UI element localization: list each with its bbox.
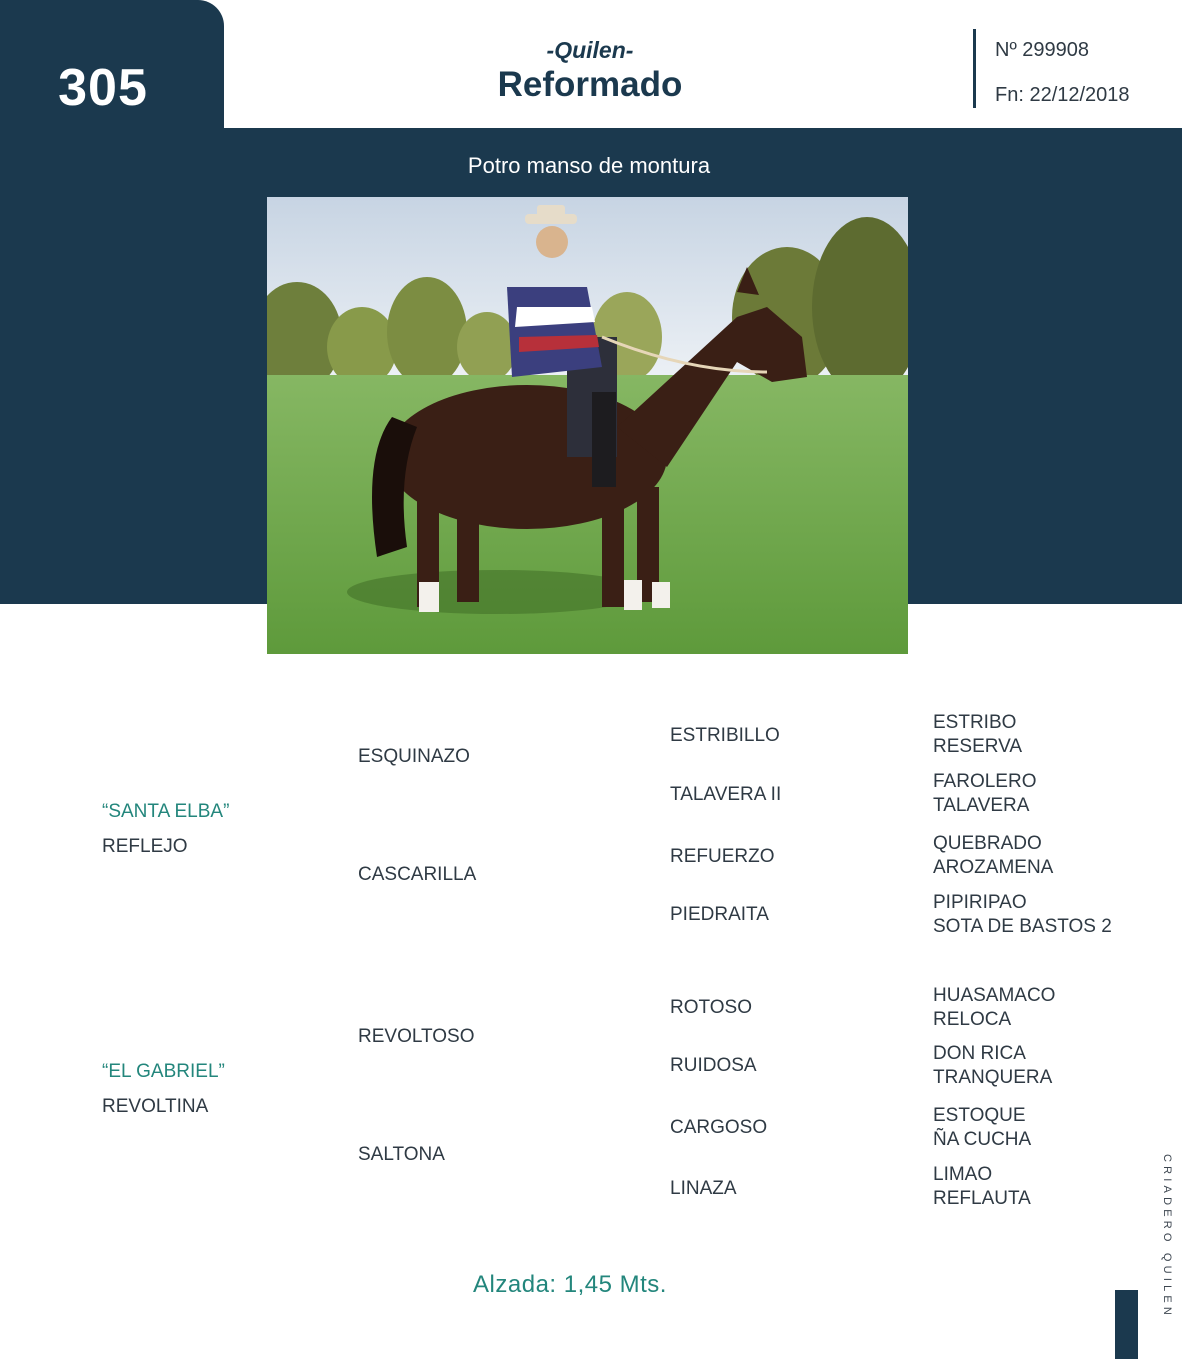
great-grandparent: TALAVERA II (670, 784, 782, 805)
registration-divider (973, 29, 976, 108)
sire-prefix: “SANTA ELBA” (102, 801, 230, 822)
dam-prefix: “EL GABRIEL” (102, 1061, 225, 1082)
pedigree-dam (102, 1060, 225, 1119)
birth-date: Fn: 22/12/2018 (995, 84, 1130, 106)
ancestor-name: TRANQUERA (933, 1067, 1053, 1088)
grandparent: REVOLTOSO (358, 1026, 475, 1047)
ancestor-name: DON RICA (933, 1043, 1026, 1064)
great-grandparent: LINAZA (670, 1178, 737, 1199)
dam-name: REVOLTINA (102, 1096, 209, 1117)
ancestor-name: REFLAUTA (933, 1188, 1031, 1209)
ancestor-name: AROZAMENA (933, 857, 1054, 878)
grandparent: ESQUINAZO (358, 746, 470, 767)
ancestor-name: LIMAO (933, 1164, 993, 1185)
band-title: Potro manso de montura (467, 153, 711, 178)
great-grandparent: REFUERZO (670, 846, 775, 867)
great-great-grandparents-pair (933, 984, 1055, 1032)
brand-bar (1115, 1290, 1138, 1359)
grandparent: SALTONA (358, 1144, 445, 1165)
great-great-grandparents-pair (933, 1104, 1031, 1152)
pedigree-sire (102, 800, 229, 859)
ancestor-name: ESTRIBO (933, 712, 1017, 733)
great-great-grandparents-pair (933, 891, 1112, 939)
ancestor-name: TALAVERA (933, 795, 1030, 816)
horse-name: Reformado (497, 65, 683, 104)
lot-number: 305 (58, 59, 148, 117)
ancestor-name: HUASAMACO (933, 985, 1056, 1006)
grandparent: CASCARILLA (358, 864, 477, 885)
ancestor-name: SOTA DE BASTOS 2 (933, 916, 1112, 937)
ancestor-name: RELOCA (933, 1009, 1012, 1030)
great-great-grandparents-pair (933, 711, 1022, 759)
ancestor-name: PIPIRIPAO (933, 892, 1027, 913)
ancestor-name: FAROLERO (933, 771, 1037, 792)
horse-heading (390, 36, 790, 106)
great-great-grandparents-pair (933, 832, 1053, 880)
ancestor-name: QUEBRADO (933, 833, 1042, 854)
height-measurement: Alzada: 1,45 Mts. (473, 1271, 667, 1298)
horse-photo (267, 197, 908, 654)
great-grandparent: ROTOSO (670, 997, 752, 1018)
ancestor-name: ESTOQUE (933, 1105, 1026, 1126)
great-grandparent: RUIDOSA (670, 1055, 757, 1076)
registration-number: Nº 299908 (995, 39, 1090, 61)
ancestor-name: ÑA CUCHA (933, 1129, 1032, 1150)
great-great-grandparents-pair (933, 1042, 1052, 1090)
breeder-tag: -Quilen- (546, 37, 634, 63)
sire-name: REFLEJO (102, 836, 188, 857)
great-grandparent: PIEDRAITA (670, 904, 769, 925)
great-great-grandparents-pair (933, 770, 1036, 818)
ancestor-name: RESERVA (933, 736, 1023, 757)
great-great-grandparents-pair (933, 1163, 1031, 1211)
great-grandparent: ESTRIBILLO (670, 725, 780, 746)
brand-vertical-text: CRIADERO QUILEN (1161, 1154, 1173, 1320)
great-grandparent: CARGOSO (670, 1117, 768, 1138)
lot-number-tab (0, 0, 224, 140)
